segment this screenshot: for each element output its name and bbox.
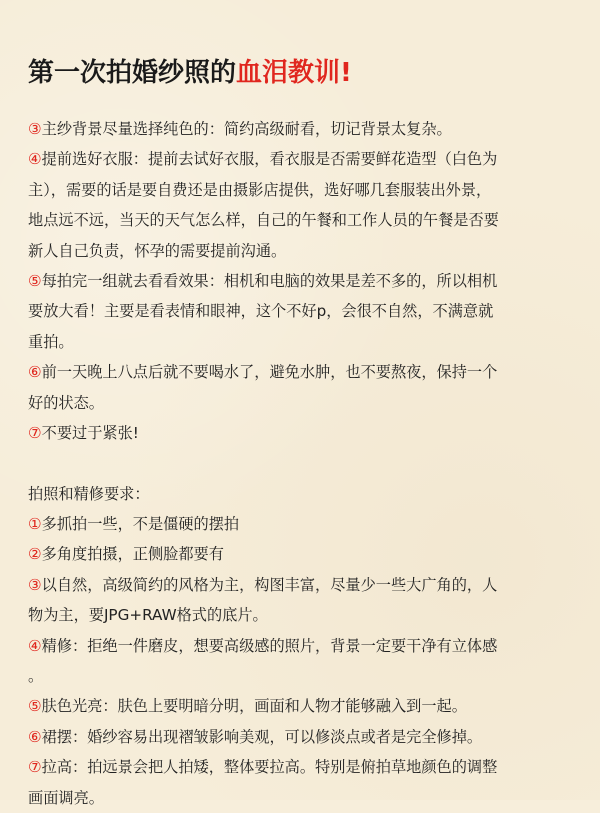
item-text: 地点远不远，当天的天气怎么样，自己的午餐和工作人员的午餐是否要 [28,211,499,230]
list-item [28,418,576,448]
title-main: 第一次拍婚纱照的 [28,58,237,88]
page-title [28,52,352,89]
article-body [28,114,576,813]
list-item [28,752,576,782]
list-item [28,539,576,569]
list-item-continuation [28,296,576,326]
item-text: 多角度拍摄，正侧脸都要有 [41,545,224,564]
item-number: ⑤ [28,271,42,290]
item-number: ⑥ [28,363,42,382]
section-heading: 拍照和精修要求： [28,484,150,503]
list-item-continuation [28,661,576,691]
list-item-continuation [28,327,576,357]
item-text: 重拍。 [28,332,74,351]
item-text: 画面调亮。 [28,788,104,807]
list-item [28,357,576,387]
item-text: 好的状态。 [28,393,104,412]
list-item [28,570,576,600]
list-item-continuation [28,175,576,205]
list-item [28,722,576,752]
retouch-requirements-list [28,509,576,813]
item-number: ② [28,545,42,564]
section-spacer [28,448,576,478]
item-text: 要放大看！主要是看表情和眼神，这个不好p，会很不自然，不满意就 [28,302,494,321]
list-item [28,631,576,661]
list-item-continuation [28,783,576,813]
item-text: 每拍完一组就去看看效果：相机和电脑的效果是差不多的，所以相机 [41,271,498,290]
item-text: 不要过于紧张! [41,423,139,442]
tips-list [28,114,576,448]
item-number: ③ [28,575,42,594]
list-item-continuation [28,388,576,418]
item-text: 提前选好衣服：提前去试好衣服，看衣服是否需要鲜花造型（白色为 [41,150,498,169]
list-item-continuation [28,236,576,266]
item-text: 主），需要的话是要自费还是由摄影店提供，选好哪几套服装出外景， [28,180,492,199]
item-number: ⑦ [28,758,42,777]
item-number: ① [28,515,42,534]
list-item-continuation [28,205,576,235]
list-item [28,114,576,144]
item-number: ④ [28,150,42,169]
title-accent: 血泪教训! [236,58,352,88]
item-number: ⑥ [28,727,42,746]
item-text: 精修：拒绝一件磨皮，想要高级感的照片，背景一定要干净有立体感 [41,636,498,655]
list-item [28,691,576,721]
item-number: ③ [28,120,42,138]
item-text: 肤色光亮：肤色上要明暗分明，画面和人物才能够融入到一起。 [41,697,467,716]
list-item [28,144,576,174]
item-number: ⑤ [28,697,42,716]
item-number: ⑦ [28,423,42,442]
item-text: 裙摆：婚纱容易出现褶皱影响美观，可以修淡点或者是完全修掉。 [41,727,483,746]
item-text: 多抓拍一些，不是僵硬的摆拍 [41,515,240,534]
item-text: 。 [28,667,44,686]
list-item [28,509,576,539]
item-text: 前一天晚上八点后就不要喝水了，避免水肿，也不要熬夜，保持一个 [41,363,498,382]
item-number: ④ [28,636,42,655]
item-text: 物为主，要JPG+RAW格式的底片。 [28,606,268,625]
item-text: 主纱背景尽量选择纯色的：简约高级耐看，切记背景太复杂。 [41,120,452,138]
item-text: 新人自己负责，怀孕的需要提前沟通。 [28,241,287,260]
item-text: 以自然，高级简约的风格为主，构图丰富，尽量少一些大广角的，人 [41,575,498,594]
item-text: 拉高：拍远景会把人拍矮，整体要拉高。特别是俯拍草地颜色的调整 [41,758,498,777]
list-item-continuation [28,600,576,630]
list-item [28,266,576,296]
